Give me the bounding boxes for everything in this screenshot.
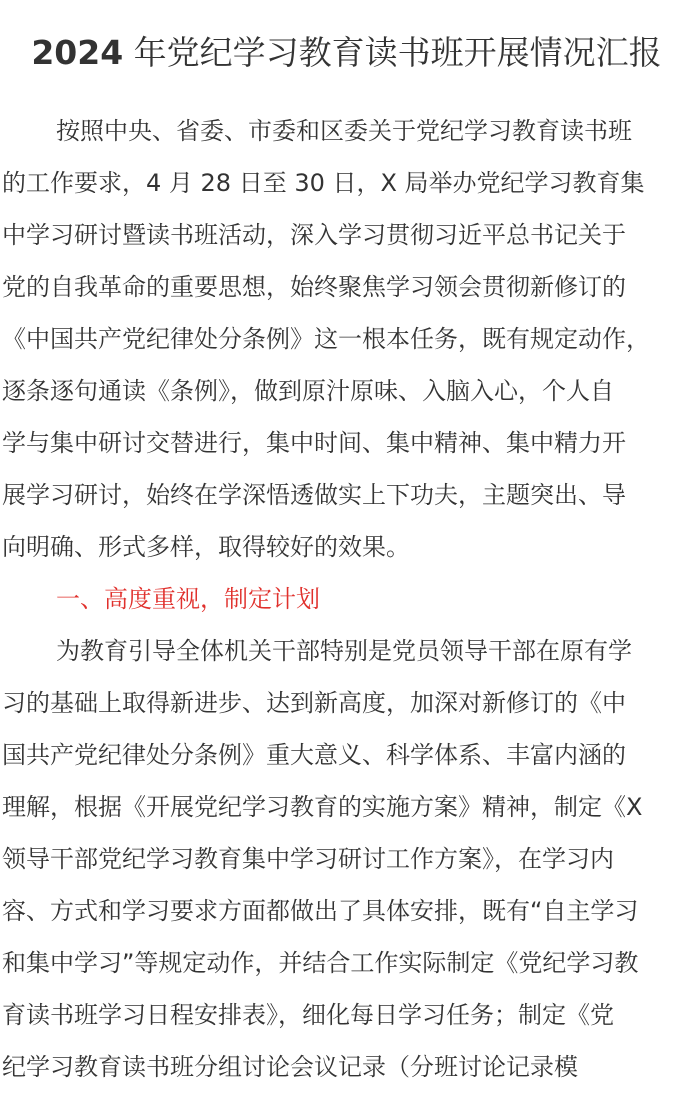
section-heading: 一、高度重视，制定计划 — [56, 585, 320, 613]
paragraph-line: 习的基础上取得新进步、达到新高度，加深对新修订的《中 — [2, 689, 626, 717]
document-title — [0, 30, 693, 76]
paragraph-line: 领导干部党纪学习教育集中学习研讨工作方案》，在学习内 — [2, 845, 614, 873]
paragraph-line: 理解，根据《开展党纪学习教育的实施方案》精神，制定《X — [2, 793, 643, 821]
paragraph-line: 展学习研讨，始终在学深悟透做实上下功夫，主题突出、导 — [2, 481, 626, 509]
paragraph-line: 国共产党纪律处分条例》重大意义、科学体系、丰富内涵的 — [2, 741, 626, 769]
paragraph-line: 《中国共产党纪律处分条例》这一根本任务，既有规定动作， — [2, 325, 650, 353]
paragraph-line: 的工作要求，4 月 28 日至 30 日，X 局举办党纪学习教育集 — [2, 169, 645, 197]
paragraph-line: 向明确、形式多样，取得较好的效果。 — [2, 533, 410, 561]
paragraph-line: 党的自我革命的重要思想，始终聚焦学习领会贯彻新修订的 — [2, 273, 626, 301]
paragraph-line: 按照中央、省委、市委和区委关于党纪学习教育读书班 — [56, 117, 632, 145]
paragraph-line: 逐条逐句通读《条例》，做到原汁原味、入脑入心，个人自 — [2, 377, 614, 405]
title-year: 2024 — [31, 33, 124, 72]
paragraph-line: 容、方式和学习要求方面都做出了具体安排，既有“自主学习 — [2, 897, 639, 925]
paragraph-line: 中学习研讨暨读书班活动，深入学习贯彻习近平总书记关于 — [2, 221, 626, 249]
title-text: 年党纪学习教育读书班开展情况汇报 — [123, 33, 662, 72]
paragraph-line: 纪学习教育读书班分组讨论会议记录（分班讨论记录模 — [2, 1053, 578, 1081]
paragraph-line: 为教育引导全体机关干部特别是党员领导干部在原有学 — [56, 637, 632, 665]
paragraph-line: 学与集中研讨交替进行，集中时间、集中精神、集中精力开 — [2, 429, 626, 457]
paragraph-line: 育读书班学习日程安排表》，细化每日学习任务；制定《党 — [2, 1001, 614, 1029]
paragraph-line: 和集中学习”等规定动作，并结合工作实际制定《党纪学习教 — [2, 949, 639, 977]
